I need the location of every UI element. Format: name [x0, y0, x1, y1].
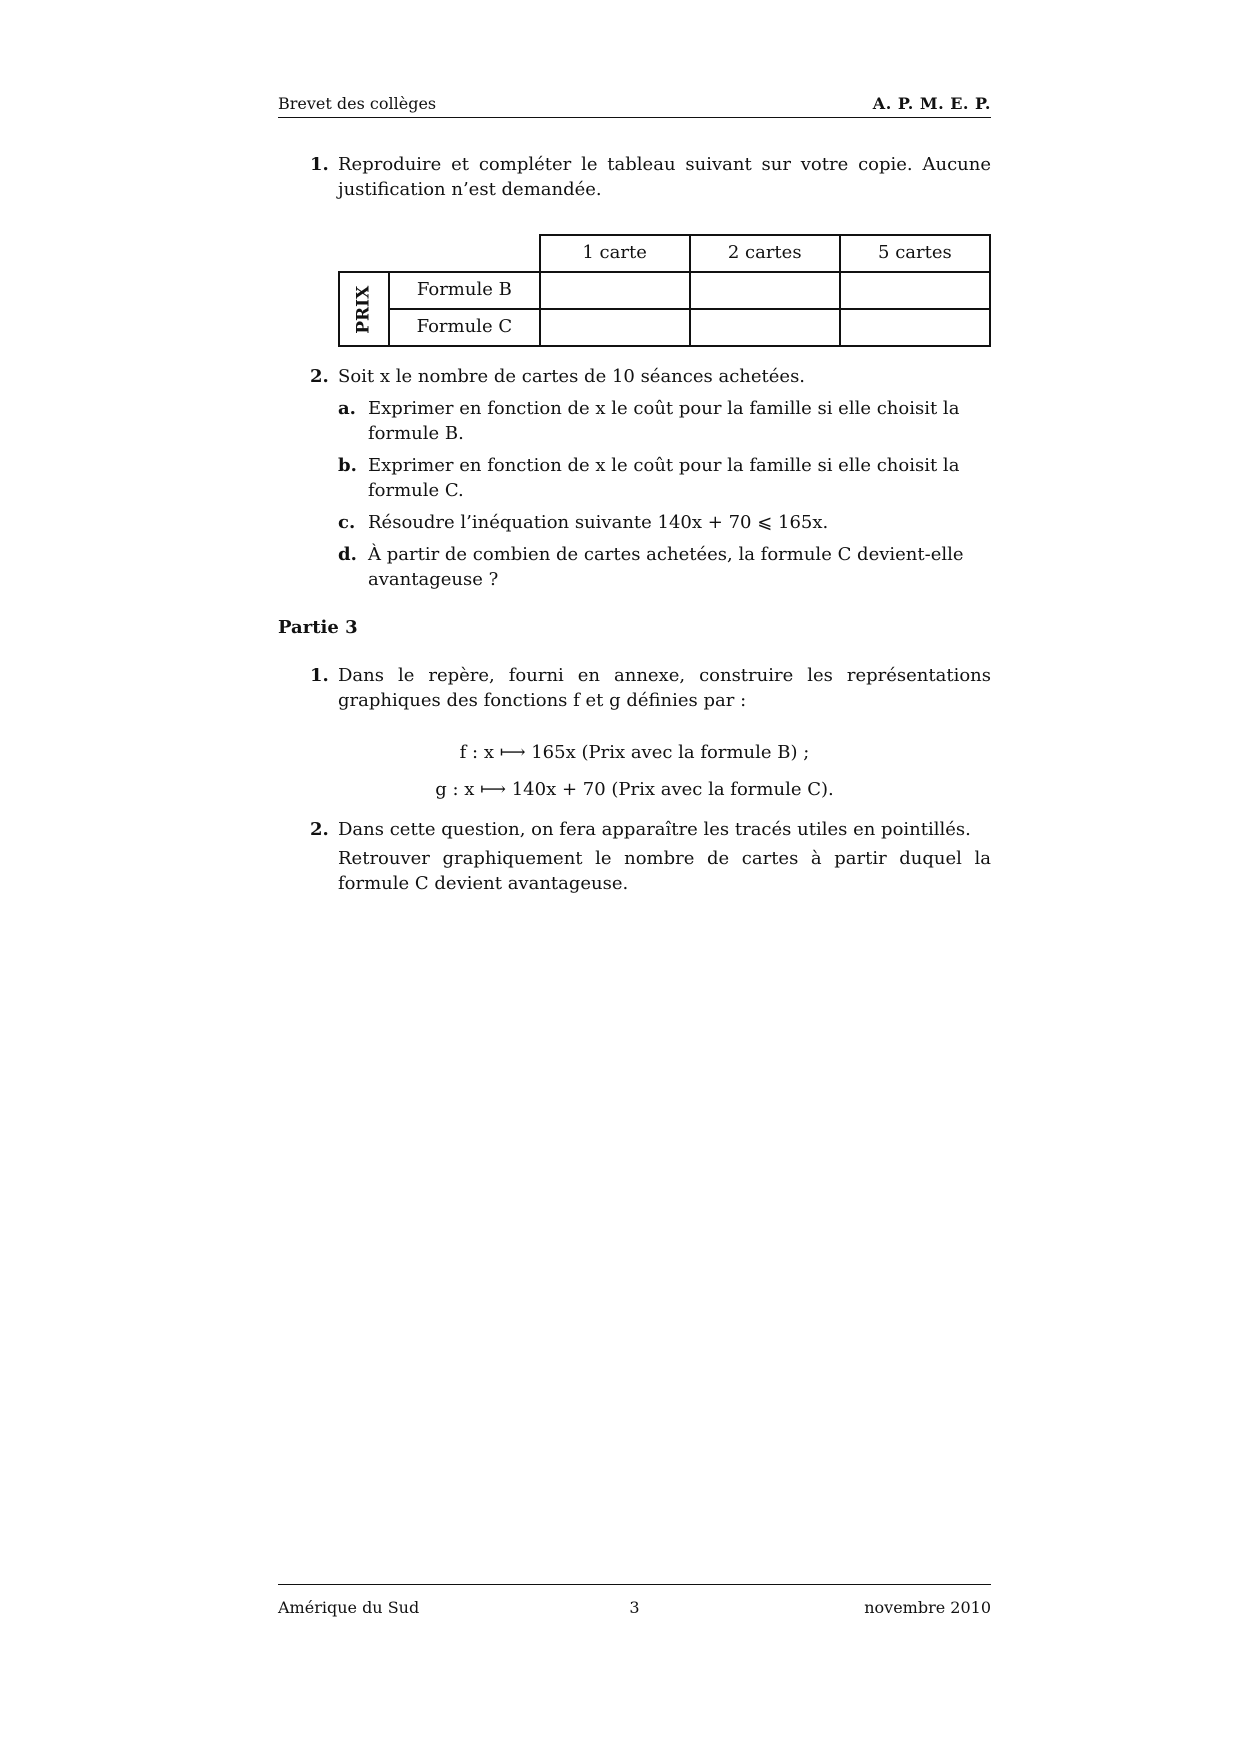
col-header-2: 2 cartes: [690, 235, 840, 272]
table-row: [339, 309, 990, 346]
question-2c-text: Résoudre l’inéquation suivante 140x + 70 ⩽ 165x.: [368, 512, 829, 533]
question-2a-text: Exprimer en fonction de x le coût pour la famille si elle choisit la formule B.: [368, 398, 960, 444]
question-1: [278, 153, 991, 203]
question-2b: b. Exprimer en fonction de x le coût pour la famille si elle choisit la formule C.: [338, 454, 991, 504]
page-number: 3: [629, 1598, 640, 1617]
row-label-b: Formule B: [389, 272, 540, 309]
page-footer: [278, 1584, 991, 1615]
question-2-number: 2.: [310, 366, 329, 387]
question-1-number: 1.: [310, 154, 329, 175]
cell-b-1: [540, 272, 690, 309]
section-title: Partie 3: [278, 617, 358, 638]
table-row: [339, 272, 990, 309]
question-2c: c. Résoudre l’inéquation suivante 140x + 70 ⩽ 165x.: [338, 511, 991, 536]
cell-c-1: [540, 309, 690, 346]
page: [278, 0, 991, 1754]
cell-b-3: [840, 272, 990, 309]
table-header-row: [339, 235, 990, 272]
question-2b-text: Exprimer en fonction de x le coût pour la famille si elle choisit la formule C.: [368, 455, 960, 501]
row-label-c: Formule C: [389, 309, 540, 346]
cell-b-2: [690, 272, 840, 309]
question-2-text: Soit x le nombre de cartes de 10 séances achetées.: [338, 366, 806, 387]
col-header-1: 1 carte: [540, 235, 690, 272]
price-table: [338, 234, 991, 347]
partie3-question-1: 1. Dans le repère, fourni en annexe, construire les représentations graphiques des fonctions f et g définies par :: [278, 664, 991, 714]
header-left: Brevet des collèges: [278, 94, 437, 113]
question-2a: a. Exprimer en fonction de x le coût pour la famille si elle choisit la formule B.: [338, 397, 991, 447]
partie3-question-2: 2. Dans cette question, on fera apparaître les tracés utiles en pointillés. Retrouver graphiquement le nombre de cartes à partir duquel la formule C devient avantageuse.: [278, 818, 991, 896]
formula-f: f : x ⟼ 165x (Prix avec la formule B) ;: [459, 742, 810, 763]
row-group-label: PRIX: [339, 272, 389, 346]
formula-g: g : x ⟼ 140x + 70 (Prix avec la formule C).: [435, 779, 834, 800]
partie3-question-1-text: Dans le repère, fourni en annexe, construire les représentations graphiques des fonctions f et g définies par :: [338, 665, 991, 711]
footer-left: Amérique du Sud: [278, 1598, 420, 1617]
question-2: [278, 365, 991, 390]
partie3-question-2-line1: Dans cette question, on fera apparaître les tracés utiles en pointillés.: [338, 819, 971, 840]
question-1-text: Reproduire et compléter le tableau suivant sur votre copie. Aucune justification n’est demandée.: [338, 154, 991, 200]
page-header: [278, 93, 991, 118]
footer-right: novembre 2010: [864, 1598, 991, 1617]
cell-c-3: [840, 309, 990, 346]
header-right: A. P. M. E. P.: [872, 94, 991, 113]
question-2d: d. À partir de combien de cartes achetées, la formule C devient-elle avantageuse ?: [338, 543, 991, 593]
cell-c-2: [690, 309, 840, 346]
partie3-question-2-line2: Retrouver graphiquement le nombre de cartes à partir duquel la formule C devient avantageuse.: [338, 847, 991, 894]
question-2d-text: À partir de combien de cartes achetées, la formule C devient-elle avantageuse ?: [368, 544, 964, 590]
col-header-3: 5 cartes: [840, 235, 990, 272]
